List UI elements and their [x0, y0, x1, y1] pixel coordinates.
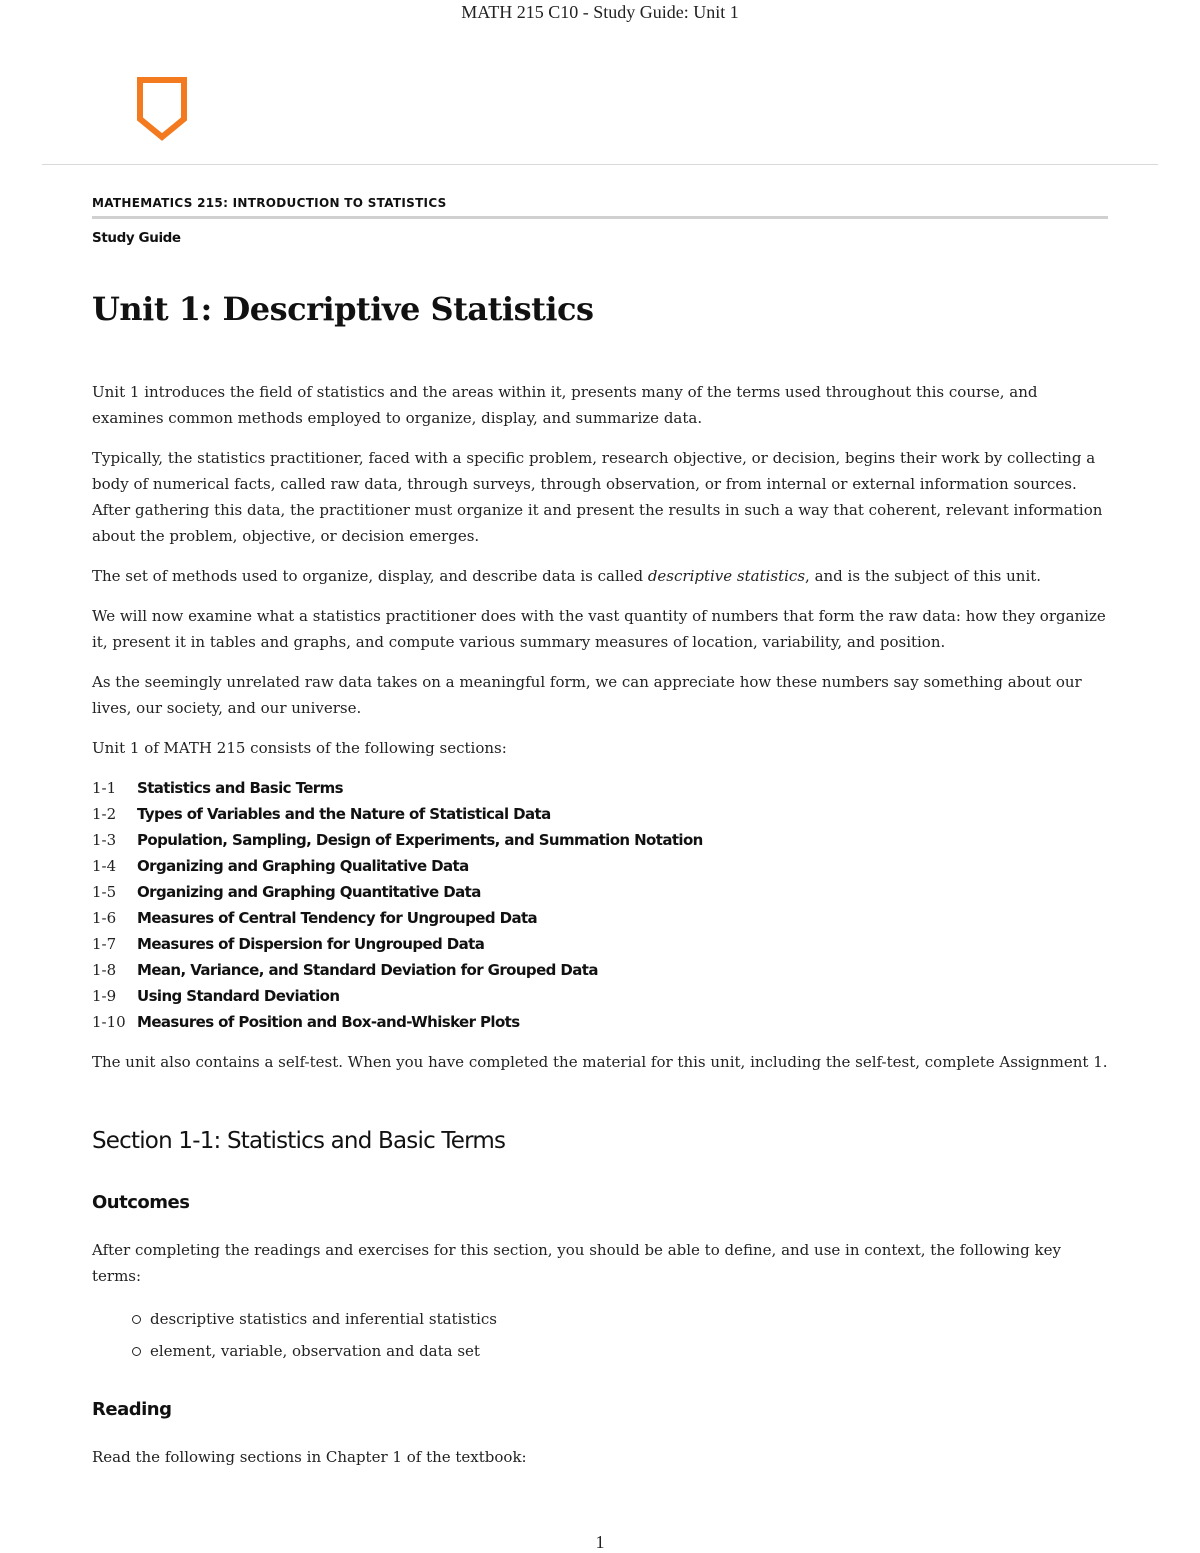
outcome-text: element, variable, observation and data set	[150, 1342, 480, 1360]
sections-list	[92, 775, 1108, 1035]
list-item	[92, 957, 1108, 983]
list-item	[92, 775, 1108, 801]
outcomes-heading: Outcomes	[92, 1192, 190, 1213]
section-link[interactable]: Types of Variables and the Nature of Statistical Data	[137, 805, 551, 823]
section-number: 1-7	[92, 935, 117, 953]
outcomes-intro: After completing the readings and exercises for this section, you should be able to define, and use in context, the following key terms:	[92, 1241, 1061, 1285]
page-number: 1	[595, 1532, 605, 1552]
reading-intro: Read the following sections in Chapter 1 of the textbook:	[92, 1448, 527, 1466]
section-link[interactable]: Measures of Dispersion for Ungrouped Data	[137, 935, 485, 953]
emphasized-term: descriptive statistics	[647, 567, 806, 585]
section-number: 1-10	[92, 1013, 126, 1031]
examine-paragraph: We will now examine what a statistics practitioner does with the vast quantity of numbers that form the raw data: how they organize it, present it in tables and graphs, and compute various summary measures of location, variability, and position.	[92, 607, 1106, 651]
main-content	[92, 196, 1108, 1484]
section-link[interactable]: Using Standard Deviation	[137, 987, 340, 1005]
list-item	[92, 853, 1108, 879]
list-item	[132, 1309, 1108, 1329]
bullet-circle-icon	[132, 1315, 141, 1324]
descriptive-stats-paragraph	[92, 563, 1108, 589]
paragraph-text: , and is the subject of this unit.	[805, 567, 1042, 585]
bullet-circle-icon	[132, 1347, 141, 1356]
section-link[interactable]: Organizing and Graphing Quantitative Data	[137, 883, 481, 901]
section-number: 1-1	[92, 779, 117, 797]
section-heading: Section 1-1: Statistics and Basic Terms	[92, 1128, 506, 1154]
paragraph-text: The set of methods used to organize, display, and describe data is called	[92, 567, 648, 585]
intro-paragraph: Unit 1 introduces the field of statistics and the areas within it, presents many of the terms used throughout this course, and examines common methods employed to organize, display, and summarize data.	[92, 383, 1038, 427]
section-number: 1-6	[92, 909, 117, 927]
section-link[interactable]: Statistics and Basic Terms	[137, 779, 343, 797]
section-number: 1-5	[92, 883, 117, 901]
list-item	[92, 879, 1108, 905]
sections-intro: Unit 1 of MATH 215 consists of the following sections:	[92, 739, 507, 757]
list-item	[92, 827, 1108, 853]
unit-title: Unit 1: Descriptive Statistics	[92, 290, 594, 328]
section-link[interactable]: Measures of Position and Box-and-Whisker Plots	[137, 1013, 520, 1031]
header-divider	[42, 164, 1158, 165]
list-item	[92, 801, 1108, 827]
list-item	[92, 1009, 1108, 1035]
section-link[interactable]: Mean, Variance, and Standard Deviation for Grouped Data	[137, 961, 598, 979]
list-item	[132, 1341, 1108, 1361]
outcome-text: descriptive statistics and inferential statistics	[150, 1310, 497, 1328]
course-label: MATHEMATICS 215: INTRODUCTION TO STATISTICS	[92, 196, 1108, 219]
section-link[interactable]: Measures of Central Tendency for Ungrouped Data	[137, 909, 538, 927]
shield-logo-icon	[137, 77, 187, 141]
section-number: 1-8	[92, 961, 117, 979]
list-item	[92, 905, 1108, 931]
section-number: 1-2	[92, 805, 117, 823]
reading-heading: Reading	[92, 1399, 172, 1420]
section-link[interactable]: Organizing and Graphing Qualitative Data	[137, 857, 469, 875]
study-guide-label: Study Guide	[92, 230, 181, 246]
section-number: 1-4	[92, 857, 117, 875]
practitioner-paragraph: Typically, the statistics practitioner, faced with a specific problem, research objective, or decision, begins their work by collecting a body of numerical facts, called raw data, through surveys, through observation, or from internal or external information sources. After gathering this data, the practitioner must organize it and present the results in such a way that coherent, relevant information about the problem, objective, or decision emerges.	[92, 449, 1103, 545]
list-item	[92, 983, 1108, 1009]
section-number: 1-3	[92, 831, 117, 849]
outcomes-list	[92, 1309, 1108, 1361]
section-number: 1-9	[92, 987, 117, 1005]
section-link[interactable]: Population, Sampling, Design of Experiments, and Summation Notation	[137, 831, 703, 849]
list-item	[92, 931, 1108, 957]
print-header-title: MATH 215 C10 - Study Guide: Unit 1	[461, 2, 739, 22]
meaning-paragraph: As the seemingly unrelated raw data takes on a meaningful form, we can appreciate how these numbers say something about our lives, our society, and our universe.	[92, 673, 1082, 717]
self-test-paragraph: The unit also contains a self-test. When you have completed the material for this unit, including the self-test, complete Assignment 1.	[92, 1053, 1108, 1071]
